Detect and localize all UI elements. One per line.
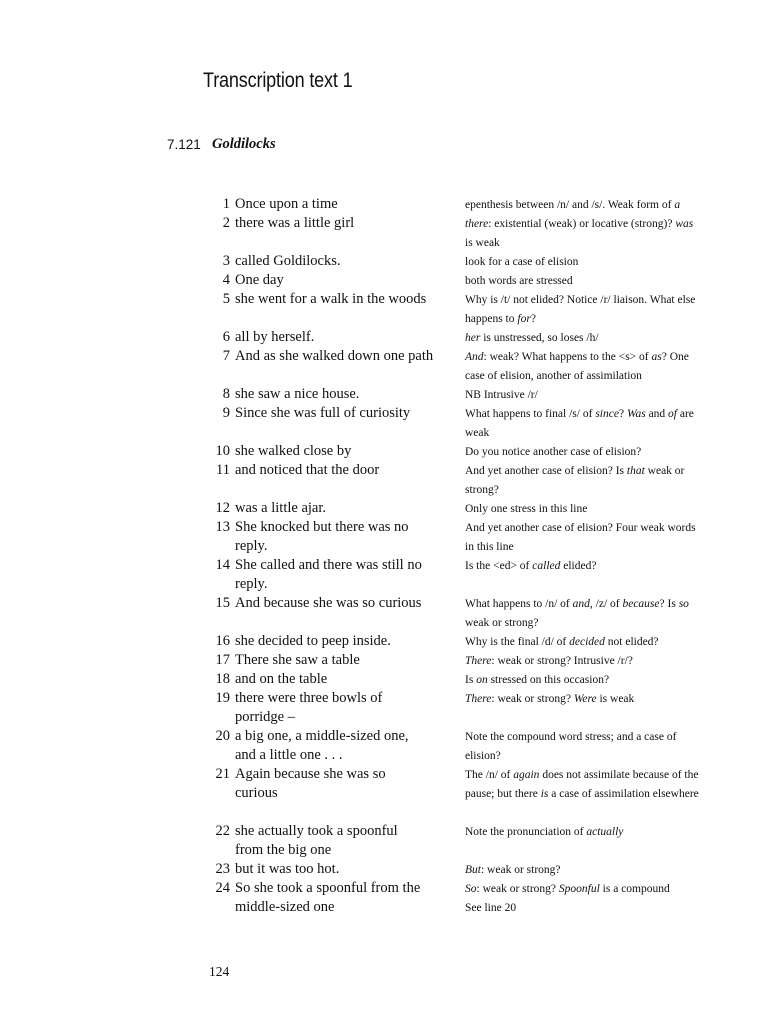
line-text: Once upon a time xyxy=(235,196,338,212)
line-text-continued: and a little one . . . xyxy=(235,747,343,763)
line-text: she walked close by xyxy=(235,443,352,459)
annotation-note: The /n/ of again does not assimilate because of the pause; but there is a case of assimilation elsewhere xyxy=(465,769,699,800)
line-number: 15 xyxy=(215,595,230,611)
annotation-note: Why is /t/ not elided? Notice /r/ liaison. What else happens to for? xyxy=(465,294,696,325)
annotation-note: Only one stress in this line xyxy=(465,503,588,515)
line-number: 13 xyxy=(215,519,230,535)
line-text: And because she was so curious xyxy=(235,595,422,611)
line-text: She called and there was still no xyxy=(235,557,422,573)
line-text: Since she was full of curiosity xyxy=(235,405,411,421)
line-number: 5 xyxy=(222,291,230,307)
line-number: 20 xyxy=(215,728,230,744)
line-text-continued: curious xyxy=(235,785,278,801)
line-text: she actually took a spoonful xyxy=(235,823,398,839)
line-text: and on the table xyxy=(235,671,328,687)
line-text: was a little ajar. xyxy=(235,500,326,516)
line-number: 14 xyxy=(215,557,230,573)
line-number: 3 xyxy=(222,253,230,269)
line-number: 4 xyxy=(222,272,230,288)
annotation-note: But: weak or strong? xyxy=(465,864,561,876)
line-number: 8 xyxy=(222,386,230,402)
line-number: 19 xyxy=(215,690,230,706)
annotation-note: both words are stressed xyxy=(465,275,573,287)
line-number: 24 xyxy=(215,880,230,896)
line-number: 12 xyxy=(215,500,230,516)
line-number: 1 xyxy=(222,196,230,212)
line-number: 23 xyxy=(215,861,230,877)
line-text: and noticed that the door xyxy=(235,462,380,478)
line-text-continued: middle-sized one xyxy=(235,899,335,915)
line-text: she saw a nice house. xyxy=(235,386,360,402)
annotation-note: Is on stressed on this occasion? xyxy=(465,674,610,686)
line-text: Again because she was so xyxy=(235,766,386,782)
annotation-note: There: weak or strong? Were is weak xyxy=(465,693,635,705)
annotation-note: And yet another case of elision? Is that weak or strong? xyxy=(465,465,685,496)
line-text: And as she walked down one path xyxy=(235,348,434,364)
annotation-note: There: weak or strong? Intrusive /r/? xyxy=(465,655,633,667)
line-number: 9 xyxy=(222,405,230,421)
annotation-note: What happens to /n/ of and, /z/ of because? Is so weak or strong? xyxy=(465,598,689,629)
line-number: 16 xyxy=(215,633,230,649)
line-text: There she saw a table xyxy=(235,652,360,668)
line-text: One day xyxy=(235,272,284,288)
annotation-note: See line 20 xyxy=(465,902,517,914)
line-text: all by herself. xyxy=(235,329,315,345)
line-number: 7 xyxy=(222,348,230,364)
line-text: a big one, a middle-sized one, xyxy=(235,728,409,744)
line-text-continued: reply. xyxy=(235,576,268,592)
line-number: 10 xyxy=(215,443,230,459)
annotation-note: What happens to final /s/ of since? Was and of are weak xyxy=(465,408,694,439)
section-title: Goldilocks xyxy=(212,136,276,152)
annotation-note: Do you notice another case of elision? xyxy=(465,446,642,458)
line-text: She knocked but there was no xyxy=(235,519,409,535)
line-text: but it was too hot. xyxy=(235,861,340,877)
annotation-note: So: weak or strong? Spoonful is a compound xyxy=(465,883,670,895)
line-text: called Goldilocks. xyxy=(235,253,341,269)
line-text-continued: porridge – xyxy=(235,709,295,725)
section-number: 7.121 xyxy=(167,137,201,152)
line-text: So she took a spoonful from the xyxy=(235,880,421,896)
annotation-note: Note the compound word stress; and a case of elision? xyxy=(465,731,677,762)
line-text-continued: reply. xyxy=(235,538,268,554)
annotation-note: her is unstressed, so loses /h/ xyxy=(465,332,599,344)
line-text: she decided to peep inside. xyxy=(235,633,391,649)
line-number: 21 xyxy=(215,766,230,782)
line-number: 22 xyxy=(215,823,230,839)
line-text: there were three bowls of xyxy=(235,690,383,706)
line-number: 18 xyxy=(215,671,230,687)
annotation-note: Note the pronunciation of actually xyxy=(465,826,624,838)
annotation-note: look for a case of elision xyxy=(465,256,579,268)
line-text: she went for a walk in the woods xyxy=(235,291,427,307)
annotation-note: there: existential (weak) or locative (strong)? was is weak xyxy=(465,218,694,249)
annotation-note: And: weak? What happens to the <s> of as? One case of elision, another of assimilation xyxy=(465,351,689,382)
annotation-note: NB Intrusive /r/ xyxy=(465,389,538,401)
line-number: 11 xyxy=(216,462,230,478)
page-number: 124 xyxy=(209,964,230,979)
line-number: 6 xyxy=(222,329,230,345)
line-number: 2 xyxy=(222,215,230,231)
line-text-continued: from the big one xyxy=(235,842,332,858)
line-number: 17 xyxy=(215,652,230,668)
annotation-note: epenthesis between /n/ and /s/. Weak form of a xyxy=(465,199,681,211)
annotation-note: And yet another case of elision? Four weak words in this line xyxy=(465,522,696,553)
annotation-note: Is the <ed> of called elided? xyxy=(465,560,597,572)
page-title: Transcription text 1 xyxy=(203,69,353,92)
line-text: there was a little girl xyxy=(235,215,355,231)
annotation-note: Why is the final /d/ of decided not elided? xyxy=(465,636,659,648)
